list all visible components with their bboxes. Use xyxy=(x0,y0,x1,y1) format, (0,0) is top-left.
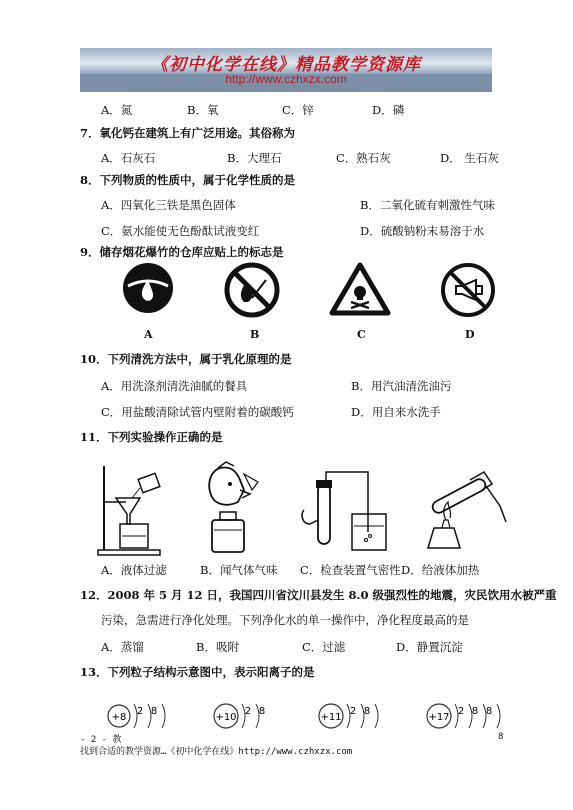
smelling-gas-person-icon xyxy=(200,460,274,558)
heating-liquid-apparatus-icon xyxy=(420,462,516,558)
q10-stem: 10．下列清洗方法中，属于乳化原理的是 xyxy=(80,352,292,366)
q10-option-c: C．用盐酸清除试管内壁附着的碳酸钙 xyxy=(101,405,294,419)
q8-option-d: D．硫酸钠粉末易溶于水 xyxy=(360,224,485,238)
q11-stem: 11．下列实验操作正确的是 xyxy=(80,430,223,444)
q8-stem: 8．下列物质的性质中，属于化学性质的是 xyxy=(80,173,295,187)
banner-url: http://www.czhxzx.com xyxy=(225,72,347,86)
q7-stem: 7．氧化钙在建筑上有广泛用途。其俗称为 xyxy=(80,126,295,140)
q11-caption-a: A．液体过滤 xyxy=(101,563,167,577)
q7-option-d: D． 生石灰 xyxy=(440,151,499,165)
q12-stem-line2: 污染，急需进行净化处理。下列净化水的单一操作中，净化程度最高的是 xyxy=(101,613,469,627)
q6-option-a: A．氮 xyxy=(101,103,133,117)
particle-diagram-4 xyxy=(426,700,506,732)
q9-stem: 9．储存烟花爆竹的仓库应贴上的标志是 xyxy=(80,245,284,259)
footer-line: 找到合适的教学资源…《初中化学在线》http://www.czhxzx.com xyxy=(80,747,353,757)
q12-option-a: A．蒸馏 xyxy=(101,640,144,654)
airtightness-check-apparatus-icon xyxy=(296,470,396,558)
shell-electrons: 8 xyxy=(150,706,158,717)
q12-stem-line1: 12．2008 年 5 月 12 日，我国四川省汶川县发生 8.0 级强烈性的地震，灾民饮用水被严重 xyxy=(80,588,557,602)
shell-electrons: 8 xyxy=(485,706,493,717)
q10-option-a: A．用洗涤剂清洗油腻的餐具 xyxy=(101,379,248,393)
no-horn-sign-icon xyxy=(440,262,496,318)
nucleus-charge: +11 xyxy=(320,712,342,723)
q13-stem: 13．下列粒子结构示意图中，表示阳离子的是 xyxy=(80,665,315,679)
sign-label-c: C xyxy=(357,328,366,341)
sign-label-b: B xyxy=(250,328,260,341)
q8-option-a: A．四氧化三铁是黑色固体 xyxy=(101,198,236,212)
particle-diagram-1 xyxy=(107,700,167,732)
q12-option-b: B．吸附 xyxy=(196,640,239,654)
q7-option-c: C．熟石灰 xyxy=(336,151,391,165)
q11-caption-d: D．给液体加热 xyxy=(401,563,480,577)
footer-right-mark: 8 xyxy=(498,732,504,742)
toxic-warning-sign-icon xyxy=(329,262,391,316)
sign-label-d: D xyxy=(465,328,475,341)
q6-option-c: C．锌 xyxy=(282,103,314,117)
particle-diagram-2 xyxy=(213,700,277,732)
shell-electrons: 2 xyxy=(457,706,465,717)
particle-diagram-3 xyxy=(318,700,382,732)
shell-electrons: 2 xyxy=(136,706,144,717)
q7-option-a: A．石灰石 xyxy=(101,151,156,165)
page-number: - 2 - 教 xyxy=(80,735,122,745)
q12-option-c: C．过滤 xyxy=(302,640,346,654)
sign-label-a: A xyxy=(144,328,153,341)
q11-caption-b: B．闻气体气味 xyxy=(200,563,278,577)
shell-electrons: 2 xyxy=(244,706,252,717)
q10-option-b: B．用汽油清洗油污 xyxy=(351,379,452,393)
flammable-sign-icon xyxy=(122,262,174,314)
q7-option-b: B．大理石 xyxy=(227,151,282,165)
q6-option-d: D．磷 xyxy=(372,103,405,117)
no-fire-sign-icon xyxy=(224,262,280,318)
q8-option-c: C．氨水能使无色酚酞试液变红 xyxy=(101,224,260,238)
shell-electrons: 2 xyxy=(349,706,357,717)
nucleus-charge: +10 xyxy=(215,712,237,723)
banner-title: 《初中化学在线》精品教学资源库 xyxy=(151,55,421,75)
shell-electrons: 8 xyxy=(363,706,371,717)
shell-electrons: 8 xyxy=(258,706,266,717)
nucleus-charge: +8 xyxy=(111,712,127,723)
filtration-apparatus-icon xyxy=(96,462,166,558)
q6-option-b: B．氧 xyxy=(187,103,219,117)
q8-option-b: B．二氧化硫有刺激性气味 xyxy=(360,198,495,212)
q11-caption-c: C．检查装置气密性 xyxy=(300,563,401,577)
header-banner xyxy=(80,48,492,92)
shell-electrons: 8 xyxy=(471,706,479,717)
q12-option-d: D．静置沉淀 xyxy=(396,640,463,654)
nucleus-charge: +17 xyxy=(428,712,450,723)
q10-option-d: D．用自来水洗手 xyxy=(351,405,441,419)
